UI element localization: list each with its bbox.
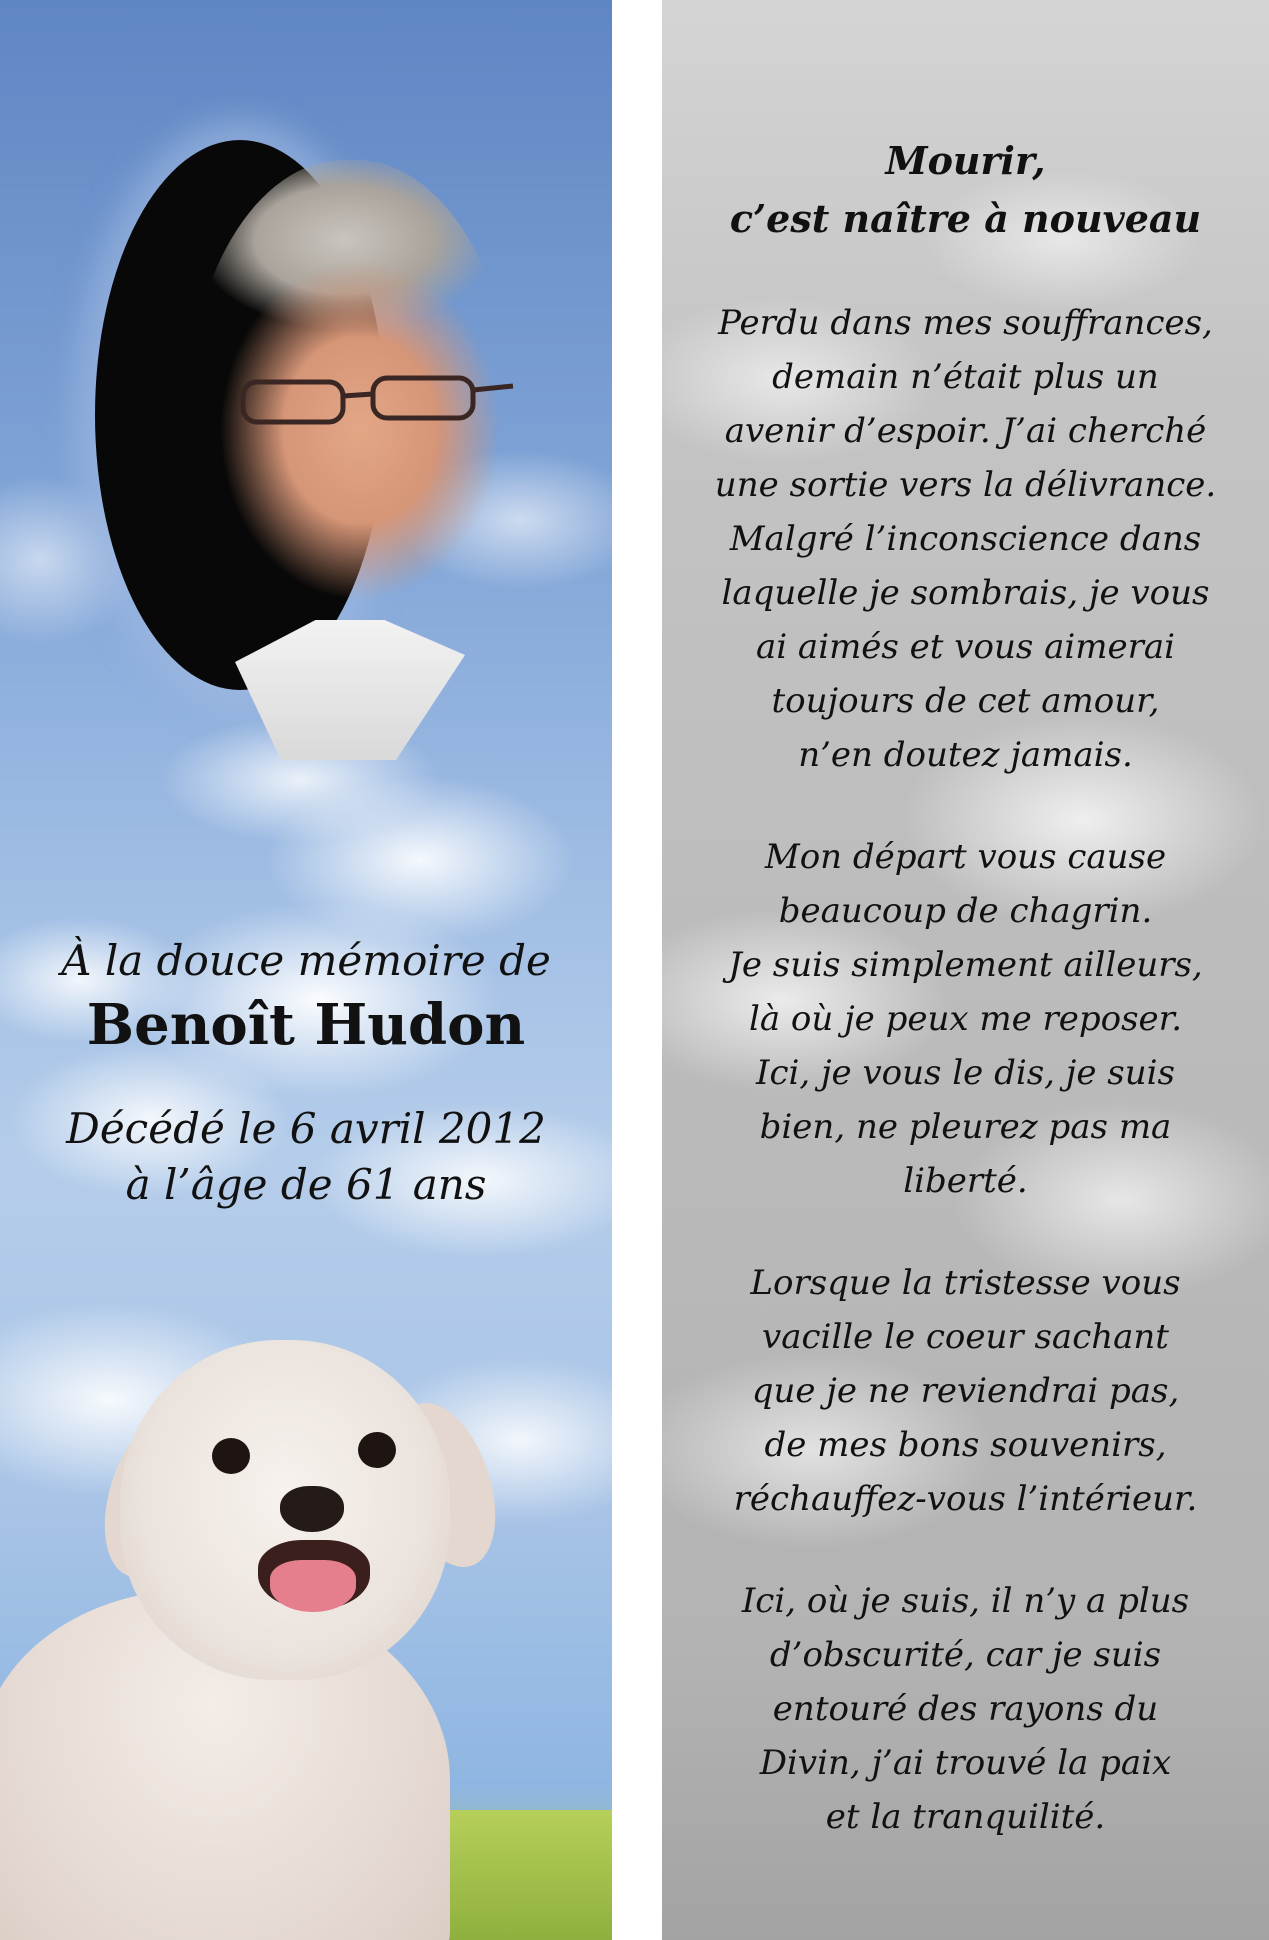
- poem-line: bien, ne pleurez pas ma: [759, 1107, 1172, 1147]
- poem-line: Ici, je vous le dis, je suis: [756, 1053, 1175, 1093]
- poem-line: Mon départ vous cause: [764, 837, 1167, 877]
- dog-eye-left: [212, 1438, 250, 1474]
- poem-line: d’obscurité, car je suis: [769, 1635, 1162, 1675]
- memorial-text: [0, 935, 612, 1213]
- poem-stanza-2: [662, 830, 1269, 1208]
- poem-line: réchauffez-vous l’intérieur.: [733, 1479, 1198, 1519]
- poem-stanza-1: [662, 296, 1269, 782]
- poem-line: ai aimés et vous aimerai: [755, 627, 1176, 667]
- age-at-death: à l’âge de 61 ans: [125, 1160, 487, 1209]
- deceased-name: Benoît Hudon: [86, 992, 526, 1058]
- poem-line: vacille le coeur sachant: [762, 1317, 1169, 1357]
- memorial-intro: À la douce mémoire de: [61, 936, 551, 985]
- poem-line: là où je peux me reposer.: [748, 999, 1183, 1039]
- portrait-photo: [95, 140, 525, 770]
- dog-tongue: [270, 1560, 356, 1612]
- poem-line: liberté.: [903, 1161, 1028, 1201]
- poem-line: une sortie vers la délivrance.: [714, 465, 1217, 505]
- memorial-card-front: [0, 0, 612, 1940]
- glasses-icon: [235, 370, 515, 430]
- poem-line: n’en doutez jamais.: [798, 735, 1133, 775]
- poem-line: de mes bons souvenirs,: [764, 1425, 1167, 1465]
- dog-eye-right: [358, 1432, 396, 1468]
- poem-title-line-2: c’est naître à nouveau: [729, 196, 1202, 241]
- poem-line: beaucoup de chagrin.: [778, 891, 1153, 931]
- death-date: Décédé le 6 avril 2012: [66, 1104, 546, 1153]
- poem-line: Ici, où je suis, il n’y a plus: [741, 1581, 1190, 1621]
- poem-line: Perdu dans mes souffrances,: [718, 303, 1213, 343]
- poem-line: toujours de cet amour,: [771, 681, 1160, 721]
- poem-line: Divin, j’ai trouvé la paix: [759, 1743, 1172, 1783]
- poem-line: Lorsque la tristesse vous: [750, 1263, 1181, 1303]
- poem-line: entouré des rayons du: [772, 1689, 1159, 1729]
- poem-stanza-4: [662, 1574, 1269, 1844]
- poem-line: que je ne reviendrai pas,: [751, 1371, 1180, 1411]
- dog-photo: [0, 1320, 520, 1940]
- memorial-card-back: [662, 0, 1269, 1940]
- poem-line: Malgré l’inconscience dans: [729, 519, 1202, 559]
- poem-line: demain n’était plus un: [772, 357, 1159, 397]
- poem-stanza-3: [662, 1256, 1269, 1526]
- poem: [662, 132, 1269, 1844]
- dog-nose: [280, 1486, 344, 1532]
- poem-line: avenir d’espoir. J’ai cherché: [724, 411, 1207, 451]
- poem-line: laquelle je sombrais, je vous: [721, 573, 1210, 613]
- poem-title-line-1: Mourir,: [885, 138, 1046, 183]
- poem-title: [662, 132, 1269, 248]
- poem-line: et la tranquilité.: [825, 1797, 1106, 1837]
- poem-line: Je suis simplement ailleurs,: [728, 945, 1203, 985]
